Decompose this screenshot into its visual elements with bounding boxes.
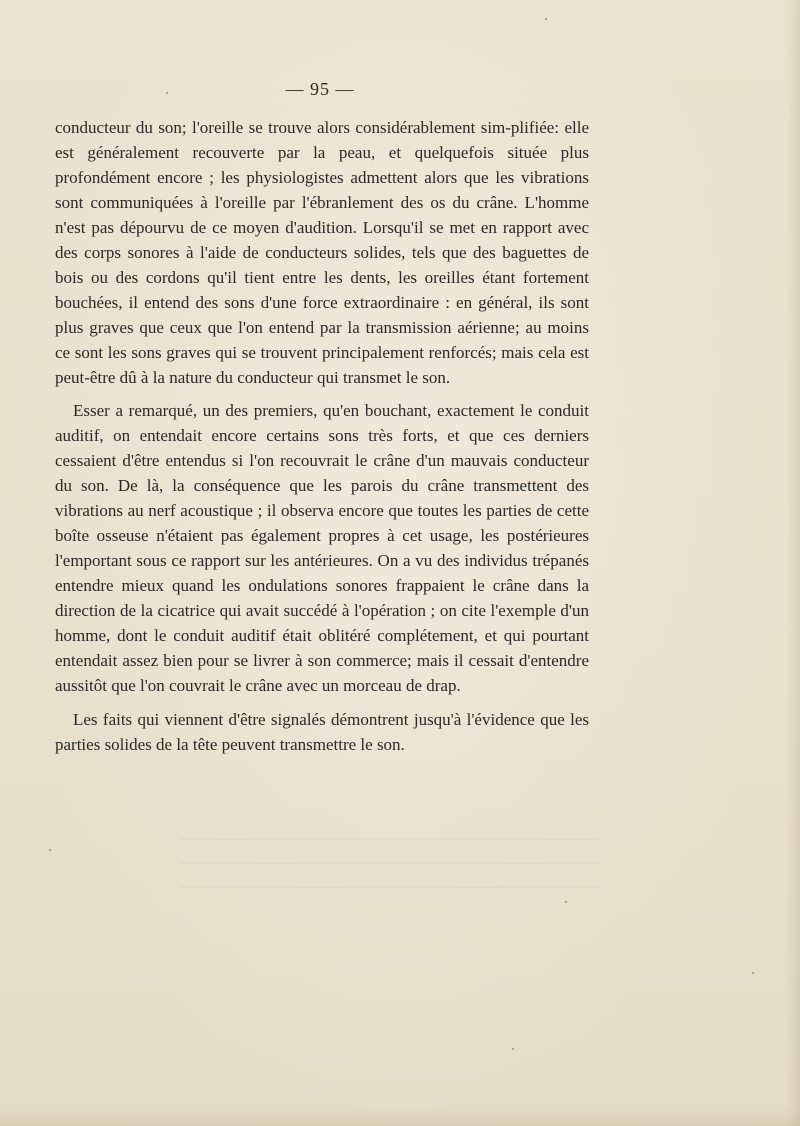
page-number: — 95 — — [285, 79, 355, 99]
paper-speck — [545, 18, 547, 20]
paper-speck — [752, 972, 754, 974]
show-through-text — [180, 838, 600, 908]
paper-speck — [565, 901, 567, 903]
paper-speck — [512, 1048, 514, 1050]
page-edge-shadow-bottom — [0, 1108, 800, 1126]
page-edge-shadow-right — [786, 0, 800, 1126]
paragraph-1: conducteur du son; l'oreille se trouve alors considérablement sim-plifiée: elle est généralement recouverte par la peau, et quelquefois située plus profondément encore ; les physiologistes admettent alors que les vibrations sont communiquées à l'oreille par l'ébranlement des os du crâne. L'homme n'est pas dépourvu de ce moyen d'audition. Lorsqu'il se met en rapport avec des corps sonores à l'aide de conducteurs solides, tels que des baguettes de bois ou des cordons qu'il tient entre les dents, les oreilles étant fortement bouchées, il entend des sons d'une force extraordinaire : en général, ils sont plus graves que ceux que l'on entend par la transmission aérienne; au moins ce sont les sons graves qui se trouvent principalement renforcés; mais cela est peut-être dû à la nature du conducteur qui transmet le son. — [55, 118, 589, 387]
paragraph-3: Les faits qui viennent d'être signalés démontrent jusqu'à l'évidence que les parties solides de la tête peuvent transmettre le son. — [55, 709, 589, 754]
paper-speck — [49, 849, 51, 851]
body-text — [55, 116, 589, 758]
paragraph-2: Esser a remarqué, un des premiers, qu'en bouchant, exactement le conduit auditif, on entendait encore certains sons très forts, et que ces derniers cessaient d'être entendus si l'on recouvrait le crâne d'un mauvais conducteur du son. De là, la conséquence que les parois du crâne transmettent des vibrations au nerf acoustique ; il observa encore que toutes les parties de cette boîte osseuse n'étaient pas également propres à cet usage, les postérieures l'emportant sous ce rapport sur les antérieures. On a vu des individus trépanés entendre mieux quand les ondulations sonores frappaient le crâne dans la direction de la cicatrice qui avait succédé à l'opération ; on cite l'exemple d'un homme, dont le conduit auditif était oblitéré complétement, et qui pourtant entendait assez bien pour se livrer à son commerce; mais il cessait d'entendre aussitôt que l'on couvrait le crâne avec un morceau de drap. — [55, 401, 589, 695]
paper-speck — [166, 92, 168, 94]
